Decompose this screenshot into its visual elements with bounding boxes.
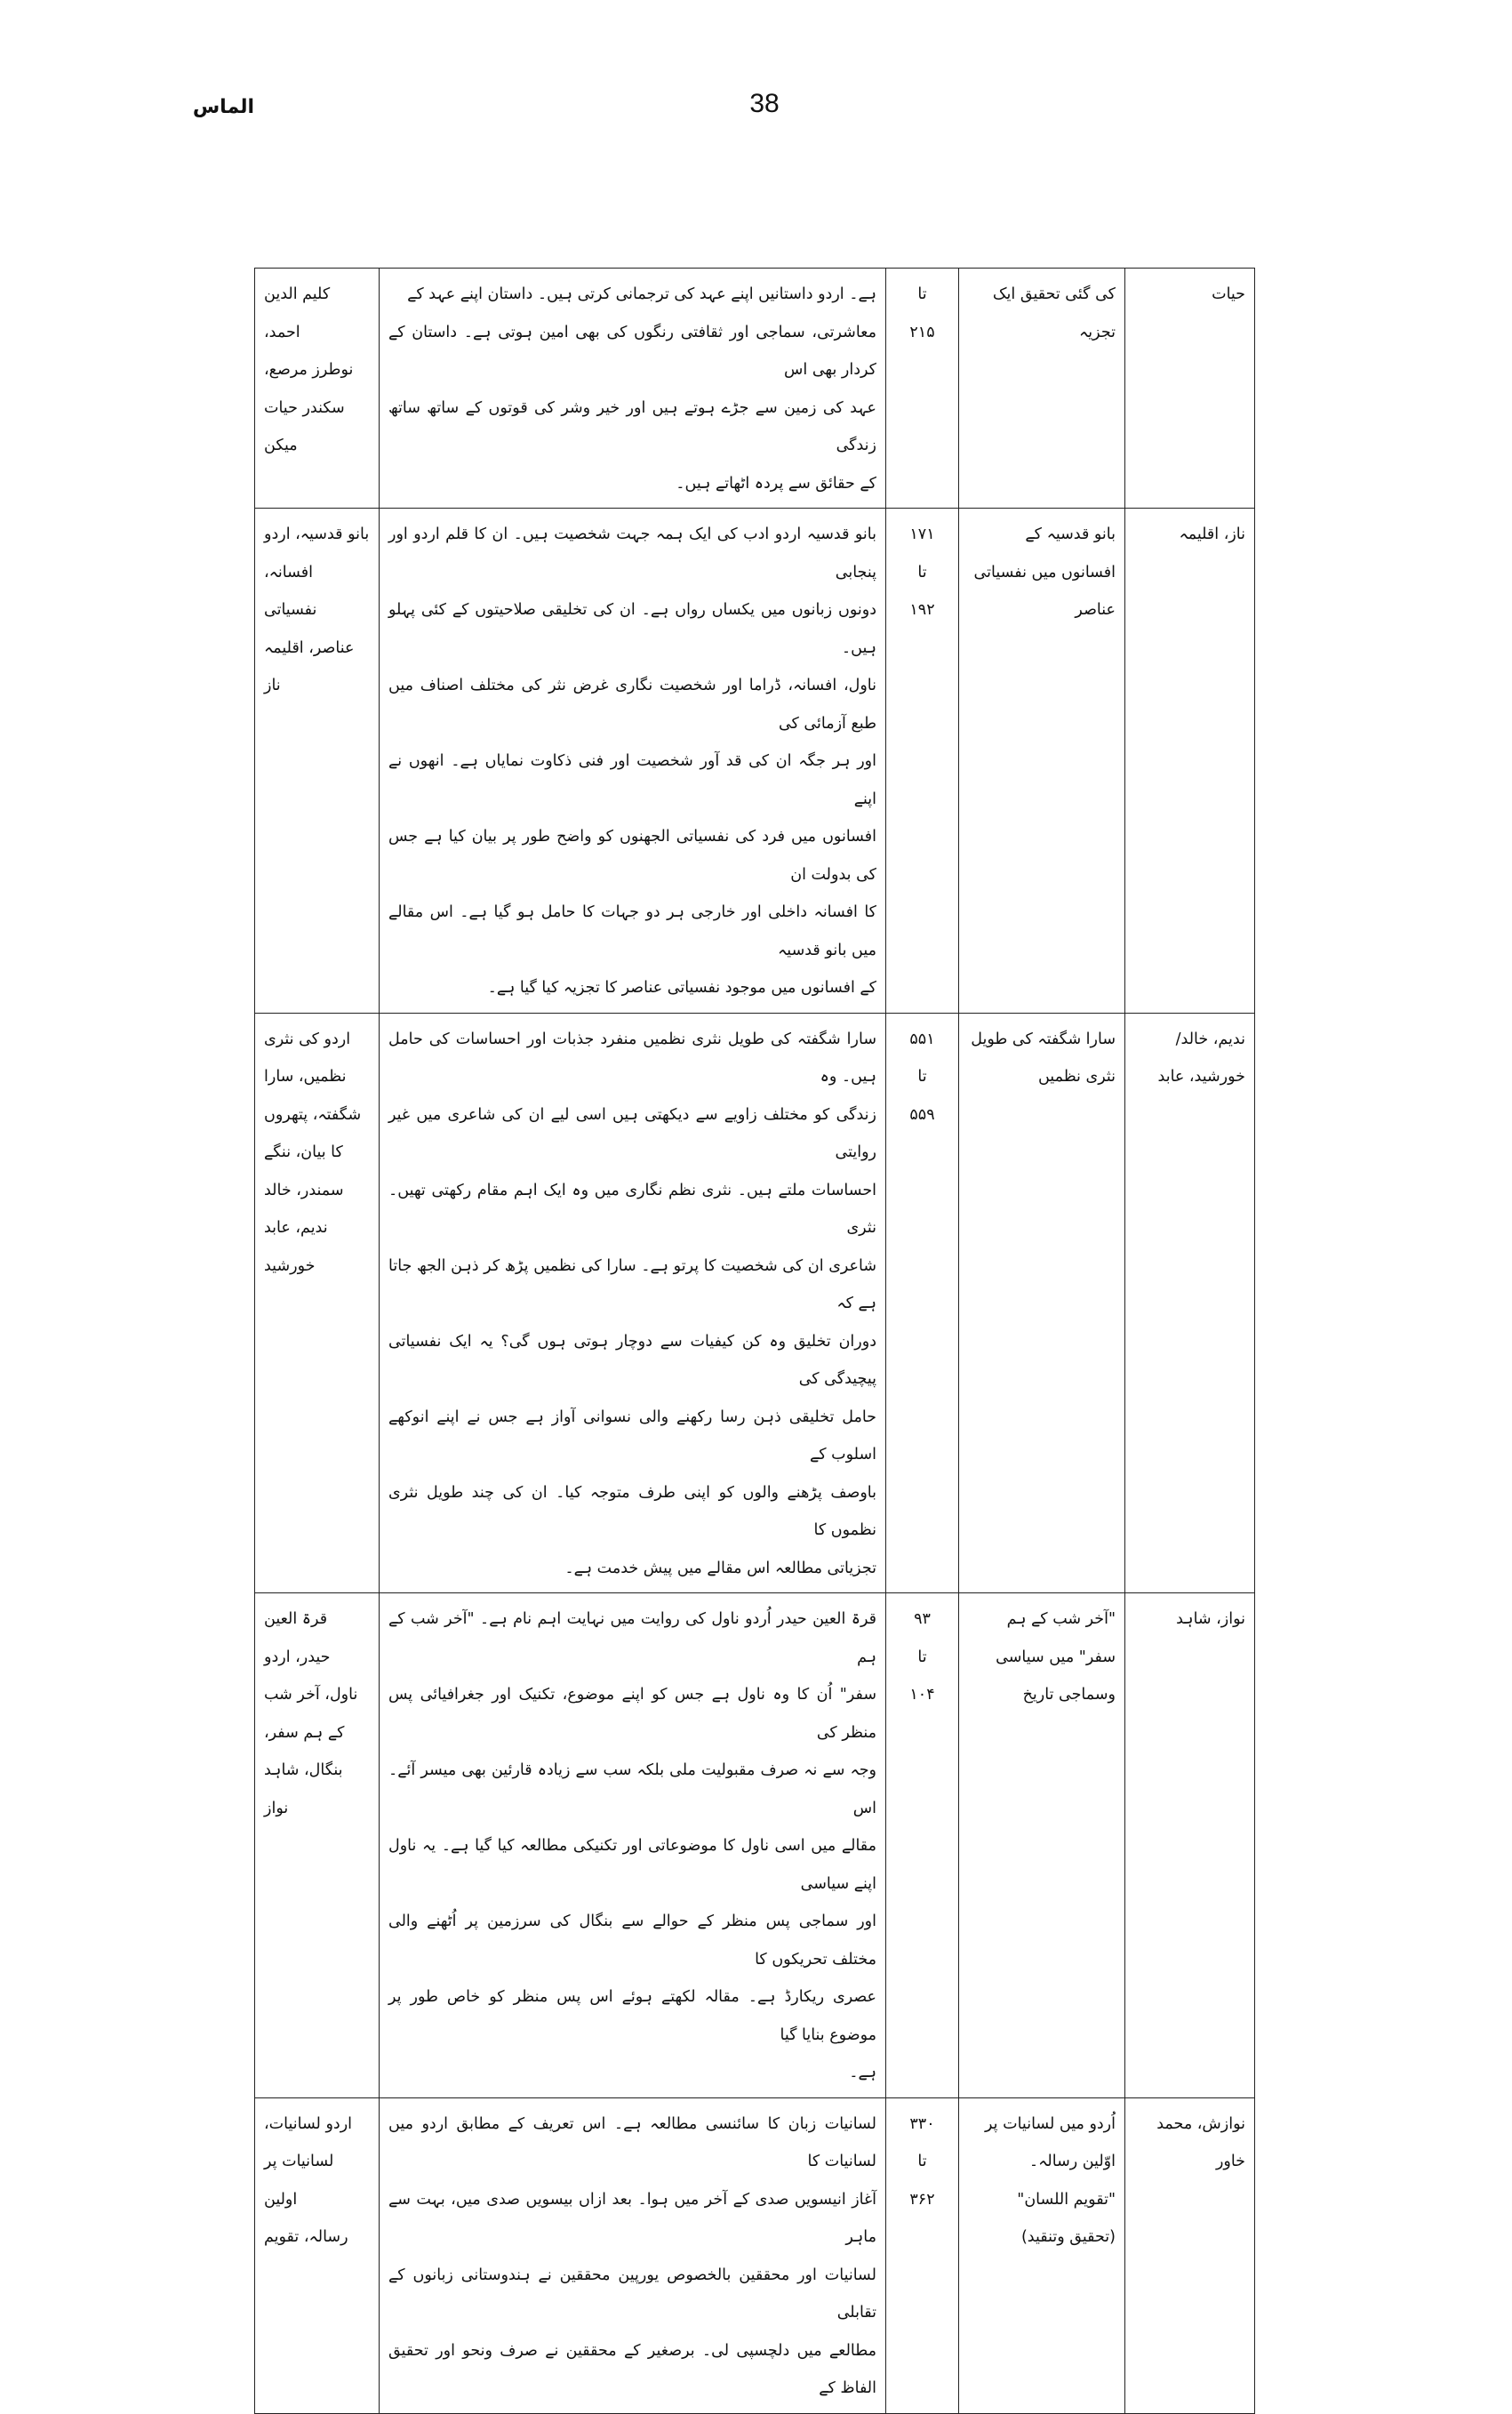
title-line: عناصر (1075, 601, 1116, 619)
page-header (0, 0, 1512, 142)
pages-line: ۱۷۱ (909, 525, 935, 543)
pages-line: تا (917, 1068, 927, 1086)
pages-cell (886, 2097, 959, 2413)
pages-line: ۱۰۴ (909, 1686, 935, 1704)
abstract-cell (380, 1593, 886, 2098)
keywords-line: میکن (264, 437, 298, 454)
keywords-line: اولین (264, 2190, 298, 2209)
author-cell (1125, 2097, 1255, 2413)
pages-cell (886, 1013, 959, 1593)
journal-name: الماس (192, 96, 254, 118)
pages-line: تا (917, 2153, 927, 2170)
abstract-line: حامل تخلیقی ذہن رسا رکھنے والی نسوانی آواز ہے جس نے اپنے انوکھے اسلوب کے (388, 1407, 876, 1464)
pages-cell (886, 1593, 959, 2098)
pages-line: ۵۵۱ (909, 1030, 935, 1048)
abstract-line: احساسات ملتے ہیں۔ نثری نظم نگاری میں وہ ایک اہم مقام رکھتی تھیں۔ نثری (388, 1181, 876, 1237)
title-cell (959, 269, 1125, 509)
author-cell (1125, 1593, 1255, 2098)
keywords-line: رسالہ، تقویم (264, 2228, 348, 2246)
abstract-line: دوران تخلیق وہ کن کیفیات سے دوچار ہوتی ہوں گی؟ یہ ایک نفسیاتی پیچیدگی کی (388, 1332, 876, 1388)
abstract-line: کے حقائق سے پردہ اٹھاتے ہیں۔ (676, 474, 876, 493)
keywords-line: کے ہم سفر، (264, 1723, 345, 1742)
pages-line: ۵۵۹ (909, 1105, 935, 1124)
abstract-line: قرۃ العین حیدر اُردو ناول کی روایت میں نہایت اہم نام ہے۔ "آخر شب کے ہم (388, 1610, 876, 1666)
keywords-cell (255, 269, 380, 509)
table-body (255, 269, 1255, 2414)
title-line: افسانوں میں نفسیاتی (973, 563, 1116, 581)
pages-line: ۳۶۲ (909, 2190, 935, 2209)
table-row (255, 269, 1255, 509)
abstract-cell (380, 1013, 886, 1593)
title-line: نثری نظمیں (1037, 1068, 1116, 1086)
title-cell (959, 1013, 1125, 1593)
page-number: 38 (749, 89, 780, 118)
author-line: ناز، اقلیمہ (1179, 525, 1245, 543)
keywords-line: قرۃ العین (264, 1610, 328, 1628)
table-row (255, 509, 1255, 1014)
title-line: "آخر شب کے ہم (1006, 1610, 1116, 1628)
abstract-line: معاشرتی، سماجی اور ثقافتی رنگوں کی بھی امین ہوتی ہے۔ داستان کے کردار بھی اس (388, 323, 876, 379)
title-line: سفر" میں سیاسی (996, 1648, 1116, 1666)
abstract-cell (380, 509, 886, 1014)
keywords-cell (255, 1013, 380, 1593)
abstract-line: ناول، افسانہ، ڈراما اور شخصیت نگاری غرض نثر کی مختلف اصناف میں طبع آزمائی کی (388, 677, 876, 733)
abstract-line: لسانیات زبان کا سائنسی مطالعہ ہے۔ اس تعریف کے مطابق اردو میں لسانیات کا (388, 2114, 876, 2170)
abstract-line: آغاز انیسویں صدی کے آخر میں ہوا۔ بعد ازاں بیسویں صدی میں، بہت سے ماہر (388, 2190, 876, 2246)
title-line: بانو قدسیہ کے (1025, 525, 1116, 543)
pages-line: ۱۹۲ (909, 601, 935, 619)
title-line: (تحقیق وتنقید) (1020, 2228, 1116, 2246)
abstract-line: کے افسانوں میں موجود نفسیاتی عناصر کا تجزیہ کیا گیا ہے۔ (487, 979, 876, 997)
title-line: وسماجی تاریخ (1022, 1686, 1116, 1704)
keywords-line: سمندر، خالد (264, 1181, 344, 1199)
title-line: تجزیہ (1079, 323, 1116, 341)
keywords-line: بنگال، شاہد نواز (264, 1761, 343, 1817)
abstract-line: مقالے میں اسی ناول کا موضوعاتی اور تکنیکی مطالعہ کیا گیا ہے۔ یہ ناول اپنے سیاسی (388, 1837, 876, 1893)
abstract-line: افسانوں میں فرد کی نفسیاتی الجھنوں کو واضح طور پر بیان کیا ہے جس کی بدولت ان (388, 828, 876, 884)
keywords-line: عناصر، اقلیمہ (264, 638, 355, 657)
keywords-line: اردو لسانیات، (264, 2114, 353, 2133)
pages-cell (886, 269, 959, 509)
abstract-line: سارا شگفتہ کی طویل نثری نظمیں منفرد جذبات اور احساسات کی حامل ہیں۔ وہ (388, 1030, 876, 1086)
keywords-line: سکندر حیات (264, 398, 345, 417)
abstract-line: مطالعے میں دلچسپی لی۔ برصغیر کے محققین نے صرف ونحو اور تحقیق الفاظ کے (388, 2341, 876, 2397)
keywords-cell (255, 2097, 380, 2413)
pages-line: تا (917, 285, 927, 303)
abstract-line: تجزیاتی مطالعہ اس مقالے میں پیش خدمت ہے۔ (564, 1559, 876, 1577)
author-line: نواز، شاہد (1176, 1610, 1245, 1628)
keywords-line: نظمیں، سارا (264, 1068, 347, 1086)
author-line: خورشید، عابد (1157, 1068, 1245, 1086)
title-line: اوّلین رسالہ۔ (1028, 2153, 1116, 2170)
pages-line: تا (917, 563, 927, 581)
title-cell (959, 509, 1125, 1014)
title-line: اُردو میں لسانیات پر (985, 2114, 1116, 2133)
title-cell (959, 1593, 1125, 2098)
abstract-line: وجہ سے نہ صرف مقبولیت ملی بلکہ سب سے زیادہ قارئین بھی میسر آئے۔ اس (388, 1761, 876, 1817)
title-line: سارا شگفتہ کی طویل (971, 1030, 1116, 1048)
table-row (255, 1013, 1255, 1593)
abstract-line: سفر" اُن کا وہ ناول ہے جس کو اپنے موضوع، تکنیک اور جغرافیائی پس منظر کی (388, 1686, 876, 1742)
article-index-table (254, 268, 1255, 2414)
pages-line: ۳۳۰ (909, 2114, 935, 2133)
keywords-line: ندیم، عابد (264, 1219, 328, 1237)
abstract-line: کا افسانہ داخلی اور خارجی ہر دو جہات کا حامل ہو گیا ہے۔ اس مقالے میں بانو قدسیہ (388, 903, 876, 959)
keywords-line: بانو قدسیہ، اردو (264, 525, 370, 543)
author-cell (1125, 1013, 1255, 1593)
table-row (255, 2097, 1255, 2413)
keywords-line: کلیم الدین احمد، (264, 285, 331, 341)
abstract-line: لسانیات اور محققین بالخصوص یورپین محققین نے ہندوستانی زبانوں کے تقابلی (388, 2266, 876, 2322)
author-line: حیات (1212, 285, 1245, 303)
title-cell (959, 2097, 1125, 2413)
abstract-line: بانو قدسیہ اردو ادب کی ایک ہمہ جہت شخصیت ہیں۔ ان کا قلم اردو اور پنجابی (388, 525, 876, 581)
pages-line: ۹۳ (914, 1610, 931, 1628)
abstract-line: ہے۔ اردو داستانیں اپنے عہد کی ترجمانی کرتی ہیں۔ داستان اپنے عہد کے (407, 285, 876, 303)
keywords-line: کا بیان، ننگے (264, 1143, 343, 1161)
abstract-line: زندگی کو مختلف زاویے سے دیکھتی ہیں اسی لیے ان کی شاعری میں غیر روایتی (388, 1105, 876, 1161)
abstract-cell (380, 2097, 886, 2413)
pages-line: ۲۱۵ (909, 323, 935, 341)
keywords-cell (255, 1593, 380, 2098)
abstract-line: باوصف پڑھنے والوں کو اپنی طرف متوجہ کیا۔ ان کی چند طویل نثری نظموں کا (388, 1483, 876, 1539)
abstract-line: اور سماجی پس منظر کے حوالے سے بنگال کی سرزمین پر اُٹھنے والی مختلف تحریکوں کا (388, 1913, 876, 1969)
abstract-line: عصری ریکارڈ ہے۔ مقالہ لکھتے ہوئے اس پس منظر کو خاص طور پر موضوع بنایا گیا (388, 1988, 876, 2044)
abstract-line: ہے۔ (849, 2064, 876, 2081)
author-cell (1125, 509, 1255, 1014)
keywords-line: شگفتہ، پتھروں (264, 1105, 362, 1124)
abstract-line: دونوں زبانوں میں یکساں رواں ہے۔ ان کی تخلیقی صلاحیتوں کے کئی پہلو ہیں۔ (388, 601, 876, 657)
table-row (255, 1593, 1255, 2098)
author-line: نوازش، محمد خاور (1156, 2114, 1245, 2170)
keywords-cell (255, 509, 380, 1014)
abstract-cell (380, 269, 886, 509)
keywords-line: افسانہ، نفسیاتی (264, 563, 317, 619)
pages-line: تا (917, 1648, 927, 1666)
keywords-line: ناز (264, 677, 281, 694)
abstract-line: شاعری ان کی شخصیت کا پرتو ہے۔ سارا کی نظمیں پڑھ کر ذہن الجھ جاتا ہے کہ (388, 1256, 876, 1312)
author-line: ندیم، خالد/ (1175, 1030, 1245, 1048)
title-line: "تقویم اللسان" (1017, 2190, 1116, 2209)
pages-cell (886, 509, 959, 1014)
title-line: کی گئی تحقیق ایک (992, 285, 1116, 303)
keywords-line: خورشید (264, 1256, 316, 1275)
keywords-line: ناول، آخر شب (264, 1686, 358, 1704)
author-cell (1125, 269, 1255, 509)
keywords-line: لسانیات پر (264, 2153, 334, 2170)
abstract-line: عہد کی زمین سے جڑے ہوتے ہیں اور خیر وشر کی قوتوں کے ساتھ ساتھ زندگی (388, 398, 876, 454)
keywords-line: اردو کی نثری (264, 1030, 351, 1048)
keywords-line: حیدر، اردو (264, 1648, 331, 1666)
abstract-line: اور ہر جگہ ان کی قد آور شخصیت اور فنی ذکاوت نمایاں ہے۔ انھوں نے اپنے (388, 752, 876, 808)
keywords-line: نوطرز مرصع، (264, 361, 354, 379)
